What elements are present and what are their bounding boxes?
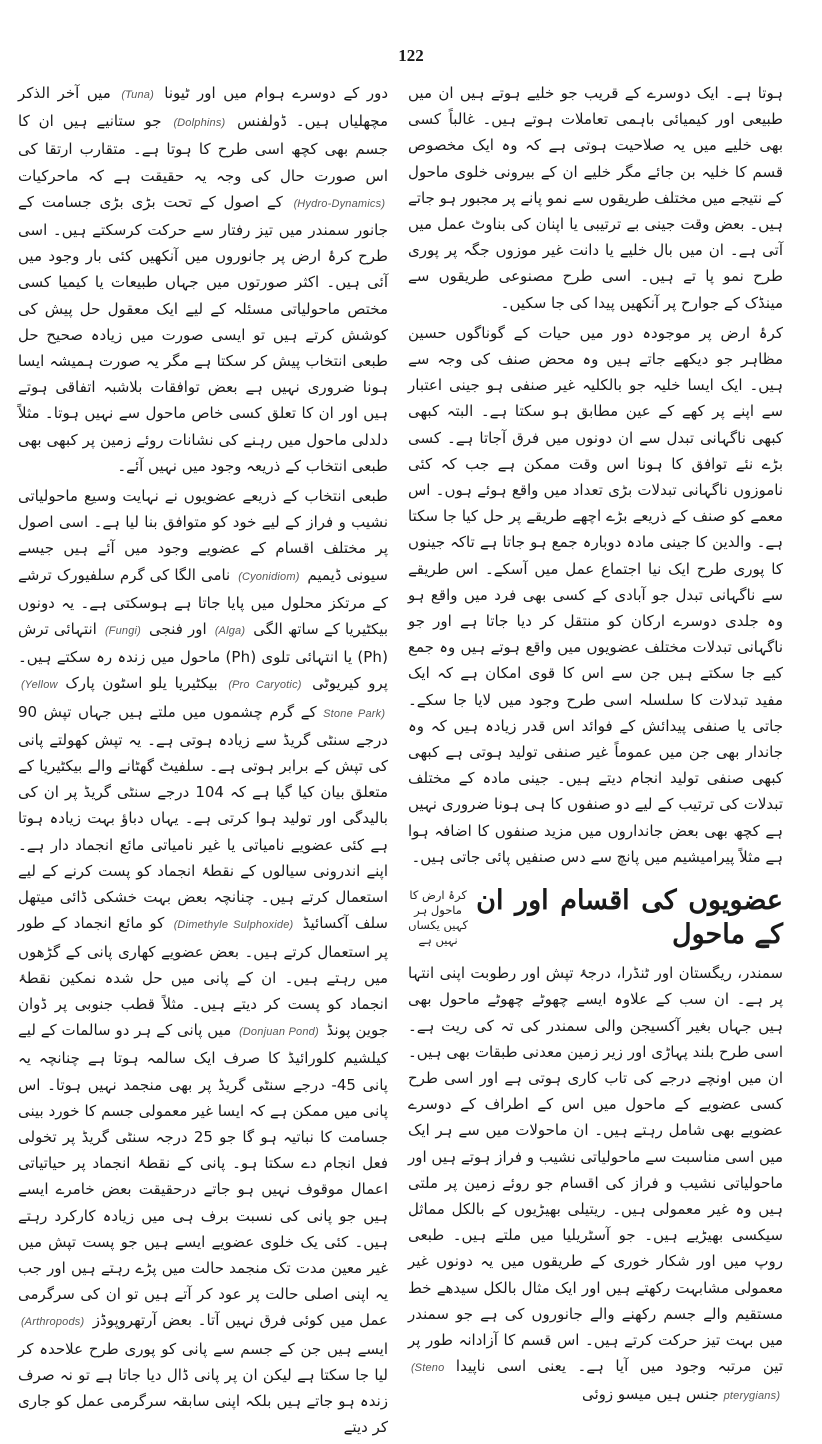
latin-term: (Arthropods) — [21, 1316, 85, 1329]
paragraph-text: کرۂ ارض پر موجودہ دور میں حیات کے گوناگوں حسین مظاہر جو دیکھے جاتے ہیں وہ محض صنف کی وجہ سے ہیں۔ ایک ایسا خلیہ جو بالکلیہ غیر صنفی ہو جینی اعتبار سے اپنے پر کھے کے عین مطابق ہو سکتا ہے۔ البتہ کبھی کبھی ناگہانی تبدل سے ان دونوں میں فرق آجاتا ہے۔ کسی بڑے نئے توافق کا ہونا اس وقت ممکن ہے جب کہ کئی ناموزوں ناگہانی تبدلات بڑی تعداد میں واقع ہوئے ہوں۔ اس معمے کو صنف کے ذریعے بڑے اچھے طریقے پر حل کیا جا سکتا ہے۔ والدین کا جینی مادہ دوبارہ جمع ہو جاتا ہے تاکہ جینوں کا پوری طرح ایک نیا اجتماع عمل میں آسکے۔ اس طریقے سے ناگہانی تبدل جو آبادی کے کسی بھی فرد میں واقع ہو وہ جلدی دوسرے ارکان کو منتقل کر دیا جاتا ہے اور جو ناگہانی تبدلات مختلف عضویوں میں واقع ہوتے ہیں وہ جمع کیے جا سکتے ہیں جن سے اس کا قوی امکان ہے کہ ایک مفید تبدلات کا سلسلہ اسی طرح وجود میں لایا جا سکے۔ جاتی یا صنفی پیدائش کے فوائد اس قدر زیادہ ہیں کہ وہ جاندار بھی جن میں عموماً غیر صنفی تولید ہوتی ہے کبھی کبھی صنفی تولید انجام دیتے ہیں۔ جینی مادہ کے مختلف تبدلات کی ترتیب کے لیے دو صنفوں کا ہی ہونا ضروری نہیں ہے کچھ بھی بعض جانداروں میں مزید صنفوں کا اضافہ ہوا ہے مثلاً پیرامیشیم میں پانچ سے دس صنفیں پائی جاتی ہیں۔ — [408, 323, 783, 866]
latin-term: (Alga) — [214, 625, 246, 638]
paragraph-text: ہوتا ہے۔ ایک دوسرے کے قریب جو خلیے ہوتے ہیں ان میں طبیعی اور کیمیائی باہمی تعاملات ہوتے ہیں۔ غالباً کسی بھی خلیے میں یہ صلاحیت ہوتی ہے کہ وہ ایک مخصوص قسم کا خلیہ بن جائے مگر خلیے ان کے بیرونی خلوی ماحول کے نتیجے میں مختلف طریقوں سے نمو پانے پر مجبور ہو جاتے ہیں۔ بعض وقت جینی بے ترتیبی یا اپنان کی بناوٹ عمل میں آتی ہے۔ ان میں بال خلیے یا دانت غیر موزوں جگہ پر پوری طرح نمو پا تے ہیں۔ اسی طرح مصنوعی طریقوں سے مینڈک کے جوارح پر آنکھیں پیدا کی جا سکیں۔ — [408, 84, 783, 312]
left-column — [18, 80, 388, 1444]
paragraph-text: میں آخر الذکر مچھلیاں ہیں۔ ڈولفنس — [18, 84, 388, 131]
paragraph-text: کے اصول کے تحت بڑی بڑی جسامت کے جانور سمندر میں تیز رفتار سے حرکت کرسکتے ہیں۔ اسی طرح کرۂ ارض پر جانوروں میں آنکھیں کئی بار وجود میں آئی ہیں۔ اکثر صورتوں میں جہاں طبیعات یا کیمیا کسی مختص ماحولیاتی مسئلہ کے لیے ایک معقول حل پیش کی کوشش کرتے ہیں تو ایسی صورت میں زیادہ صحیح حل طبعی انتخاب پیش کر سکتا ہے مگر یہ صورت ہمیشہ ایسا ہونا ضروری نہیں ہے بعض توافقات بلاشبہ اتفاقی ہوتے ہیں اور ان کا تعلق کسی خاص ماحول سے نہیں ہوتا۔ مثلاً دلدلی ماحول میں رہنے کی نشانات روئے زمین پر کبھی بھی طبعی انتخاب کے ذریعہ وجود میں نہیں آئے۔ — [18, 192, 388, 475]
paragraph-text: اور فنجی — [149, 620, 207, 639]
paragraph — [408, 320, 783, 870]
paragraph-text: انتہائی ترش (Ph) یا انتہائی تلوی (Ph) ماحول میں زندہ رہ سکتے ہیں۔ پرو کیریوٹی — [18, 620, 388, 693]
latin-term: (Donjuan Pond) — [239, 1026, 319, 1039]
paragraph-text: جنس — [685, 1385, 719, 1404]
right-column — [408, 80, 783, 1414]
paragraph-text: نامی الگا کی گرم سلفیورک ترشے کے مرتکز محلول میں پایا جاتا ہے ہوسکتی ہے۔ یہ دونوں بیکٹیریا کے ساتھ الگی — [18, 565, 388, 639]
latin-term: (Tuna) — [121, 89, 154, 101]
latin-term: (Fungi) — [105, 625, 141, 638]
paragraph — [408, 80, 783, 316]
latin-term: (Dolphins) — [173, 117, 226, 130]
paragraph-text: کو مائع انجماد کے طور پر استعمال کرتے ہیں۔ بعض عضویے کھاری پانی کے گڑھوں میں رہتے ہیں۔ ان کے پانی میں حل شدہ نمکین نقطۂ انجماد کو پست کر دیتے ہیں۔ مثلاً قطب جنوبی پر ڈوان جوین پونڈ — [18, 914, 388, 1040]
latin-term: (Pro Caryotic) — [228, 679, 302, 692]
paragraph-text: بیکٹیریا یلو اسٹون پارک — [65, 674, 218, 693]
paragraph — [18, 483, 388, 1440]
paragraph-text: ایسے ہیں جن کے جسم سے پانی کو پوری طرح علاحدہ کر لیا جا سکتا ہے لیکن ان پر پانی ڈال دیا جاتا ہے تو نہ صرف زندہ ہو جاتے ہیں بلکہ اپنی سابقہ سرگرمی عمل کو جاری کر دیتے — [18, 1339, 388, 1437]
latin-term: (Dimethyle Sulphoxide) — [173, 919, 294, 932]
paragraph-text: دور کے دوسرے ہوام میں اور ٹیونا — [164, 84, 388, 102]
paragraph-text: سمندر، ریگستان اور ٹنڈرا، درجۂ تپش اور رطوبت اپنی انتہا پر ہے۔ ان سب کے علاوہ ایسے چھوٹے چھوٹے ماحول بھی ہیں جہاں بغیر آکسیجن والی سمندر کی تہ کی ریت ہے۔ اسی طرح بلند پہاڑی اور زیر زمین معدنی طبقات بھی ہیں۔ ان میں اونچے درجے کی تاب کاری ہوتی ہے اور اسی طرح کسی عضویے کے ماحول میں اس کے اطراف کے دوسرے عضویے بھی شامل رہتے ہیں۔ ان ماحولات میں سے ہر ایک میں اسی مناسبت سے ماحولیاتی نشیب و فراز ہوتے ہیں اور ماحولیاتی نشیب و فراز کی اقسام جو روئے زمین پر ملتی ہیں وہ غیر معمولی ہیں۔ ریتیلی بھیڑیوں کے بالکل مماثل سیکسی بھیڑیے ہیں۔ جو آسٹریلیا میں ملتے ہیں۔ طبعی روپ میں اور شکار خوری کے طریقوں میں یہ دونوں غیر معمولی مشابہت رکھتے ہیں اور ایک مثال بالکل سیدھے خط مستقیم والے جسم رکھنے والے جانوروں کی ہے جو سمندر میں بہت تیز حرکت کرتے ہیں۔ اس قسم کا آزادانہ طور پر تین مرتبہ وجود میں آیا ہے۔ یعنی اسی ناپیدا — [408, 964, 783, 1376]
paragraph-text: ہیں میسو زوئی — [581, 1385, 682, 1404]
paragraph-text: کے گرم چشموں میں ملتے ہیں جہاں تپش 90 درجے سنٹی گریڈ سے زیادہ ہوتی ہے۔ یہ تپش کھولتے پانی کی تپش کے برابر ہوتی ہے۔ سلفیٹ گھٹانے والے بیکٹیریا کے متعلق بیان کیا گیا ہے کہ 104 درجے سنٹی گریڈ پر ان کی بالیدگی اور تولید ہوا کرتی ہے۔ یہاں دباؤ بہت زیادہ ہوتا ہے کئی عضویے نامیاتی یا غیر نامیاتی مائع انجماد دار ہے۔ اپنے اندرونی سیالوں کے نقطۂ انجماد کو پست کرنے کے لیے استعمال کرتے ہیں۔ چنانچہ بعض بہت خشکی ڈائی میتھل سلف آکسائیڈ — [18, 702, 388, 933]
heading-note: کرۂ ارض کا ماحول ہر کہیں یکساں نہیں ہے — [408, 888, 468, 948]
page-number: 122 — [398, 46, 424, 65]
latin-term: (Steno pterygians) — [411, 1362, 780, 1403]
section-heading-row — [408, 884, 783, 952]
paragraph — [18, 80, 388, 479]
paragraph-text: جو ستانیے ہیں ان کا جسم بھی کچھ اسی طرح کا ہوتا ہے۔ متقارب ارتقا کی اس صورت حال کی وجہ یہ حقیقت ہے کہ ماحرکیات — [18, 112, 388, 185]
paragraph — [408, 960, 783, 1409]
latin-term: (Yellow Stone Park) — [21, 679, 385, 720]
latin-term: (Hydro-Dynamics) — [293, 197, 385, 210]
paragraph-text: میں پانی کے ہر دو سالمات کے لیے کیلشیم کلورائیڈ کا صرف ایک سالمہ ہوتا ہے چنانچہ یہ پانی 45- درجے سنٹی گریڈ پر بھی منجمد نہیں ہوتا۔ اس پانی میں ممکن ہے کہ ایسا غیر معمولی جسم کا خورد بینی جسامت کا نباتیہ ہو گا جو 25 درجہ سنٹی گریڈ پر تخولی فعل انجام دے سکتا ہو۔ پانی کے نقطۂ انجماد پر حیاتیاتی اعمال موقوف نہیں ہو جاتے درحقیقت بعض خامرے ایسے ہیں جو پانی کی نسبت برف ہی میں زیادہ کارکرد رہتے ہیں۔ کئی یک خلوی عضویے ایسے ہیں جو پست تپش میں غیر معین مدت تک منجمد حالت میں پڑے رہتے ہیں اور جب یہ اپنی اصلی حالت پر عود کر آتے ہیں تو ان کی سرگرمی عمل میں کوئی فرق نہیں آتا۔ بعض آرتھروپوڈز — [18, 1021, 388, 1330]
paragraph-text: طبعی انتخاب کے ذریعے عضویوں نے نہایت وسیع ماحولیاتی نشیب و فراز کے لیے خود کو متوافق بنا لیا ہے۔ اسی اصول پر مختلف اقسام کے عضویے وجود میں آئے ہیں جیسے سیونی ڈیمیم — [18, 487, 388, 584]
latin-term: (Cyonidiom) — [238, 570, 300, 583]
section-heading: عضویوں کی اقسام اور ان کے ماحول — [476, 885, 783, 951]
